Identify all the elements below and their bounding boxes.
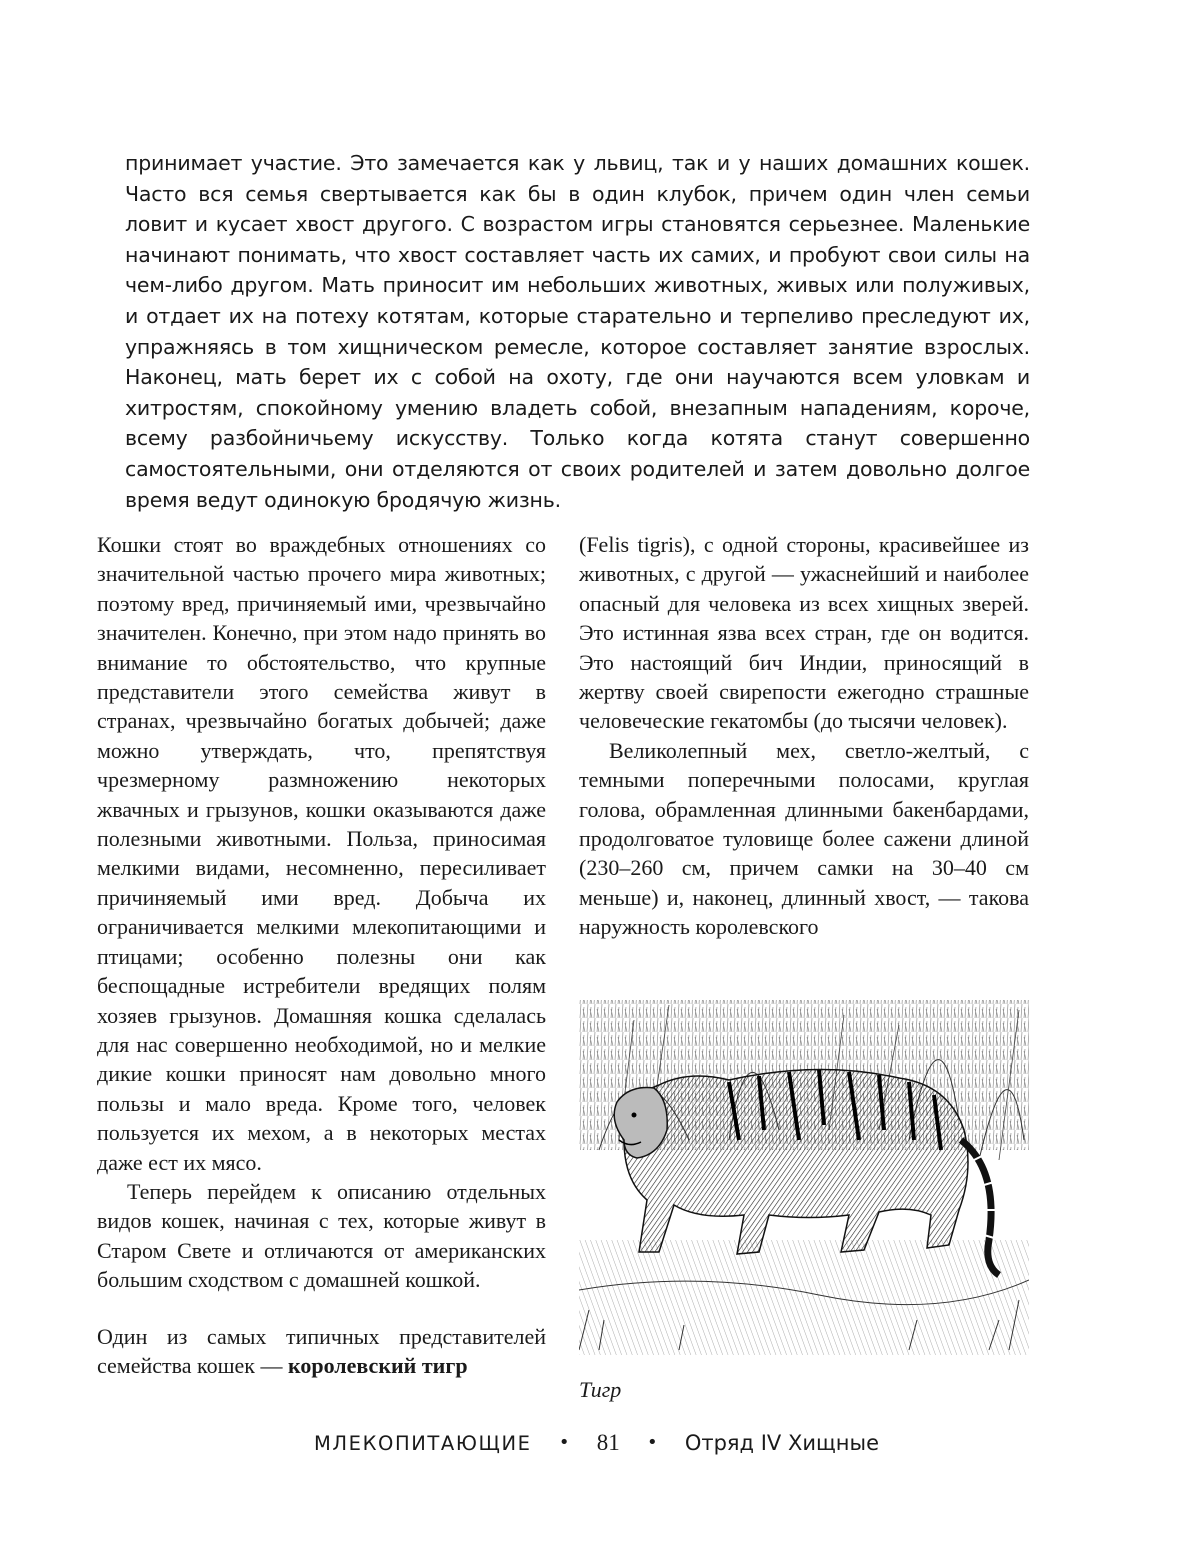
right-paragraph-1: (Felis tigris), с одной стороны, красивейшее из животных, с другой — ужаснейший и наиболее опасный для человека из всех хищных зверей. Это истинная язва всех стран, где он водится. Это настоящий бич Индии, приносящий в жертву своей свирепости ежегодно страшные человеческие гекатомбы (до тысячи человек). [579,532,1029,734]
right-column [579,530,1029,942]
figure-caption: Тигр [579,1377,622,1402]
left-paragraph-3 [97,1322,546,1381]
species-name-bold: королевский тигр [287,1352,468,1378]
tiger-illustration [579,990,1029,1355]
bullet-separator-icon: • [558,1432,570,1453]
left-paragraph-2: Теперь перейдем к описанию отдельных видов кошек, начиная с тех, которые живут в Старом Свете и отличаются от американских большим сходством с домашней кошкой. [97,1178,546,1293]
bullet-separator-icon: • [646,1432,658,1453]
intro-paragraph: принимает участие. Это замечается как у львиц, так и у наших домашних кошек. Часто вся семья свертывается как бы в один клубок, причем один член семьи ловит и кусает хвост другого. С возрастом игры становятся серьезнее. Маленькие начинают понимать, что хвост составляет часть их самих, и пробуют свои силы на чем-либо другом. Мать приносит им небольших животных, живых или полуживых, и отдает их на потеху котятам, которые старательно и терпеливо преследуют их, упражняясь в том хищническом ремесле, которое составляет занятие взрослых. Наконец, мать берет их с собой на охоту, где они научаются всем уловкам и хитростям, спокойному умению владеть собой, внезапным нападениям, короче, всему разбойничьему искусству. Только когда котята станут совершенно самостоятельными, они отделяются от своих родителей и затем довольно долгое время ведут одинокую бродячую жизнь. [125,151,1030,512]
right-paragraph-2: Великолепный мех, светло-желтый, с темными поперечными полосами, круглая голова, обрамленная длинными бакенбардами, продолговатое туловище более сажени длиной (230–260 см, причем самки на 30–40 см меньше) и, наконец, длинный хвост, — такова наружность королевского [579,737,1029,940]
left-column [97,530,546,1380]
left-paragraph-1: Кошки стоят во враждебных отношениях со значительной частью прочего мира животных; поэтому вред, причиняемый ими, чрезвычайно значителен. Конечно, при этом надо принять во внимание то обстоятельство, что крупные представители этого семейства живут в странах, чрезвычайно богатых добычей; даже можно утверждать, что, препятствуя чрезмерному размножению некоторых жвачных и грызунов, кошки оказываются даже полезными животными. Польза, приносимая мелкими видами, несомненно, пересиливает причиняемый ими вред. Добыча их ограничивается мелкими млекопитающими и птицами; особенно полезны они как беспощадные истребители вредящих полям хозяев грызунов. Домашняя кошка сделалась для нас совершенно необходимой, но и мелкие дикие кошки приносят нам довольно много пользы и мало вреда. Кроме того, человек пользуется их мехом, а в некоторых местах даже ест их мясо. [97,532,546,1175]
left-paragraph-3-text: Один из самых типичных представителей семейства кошек — [97,1323,546,1378]
footer-section-title: МЛЕКОПИТАЮЩИЕ [313,1432,532,1455]
page-footer [0,1430,1193,1456]
page-number: 81 [596,1430,620,1455]
intro-passage [125,148,1030,515]
footer-chapter-title: Отряд IV Хищные [684,1431,880,1455]
